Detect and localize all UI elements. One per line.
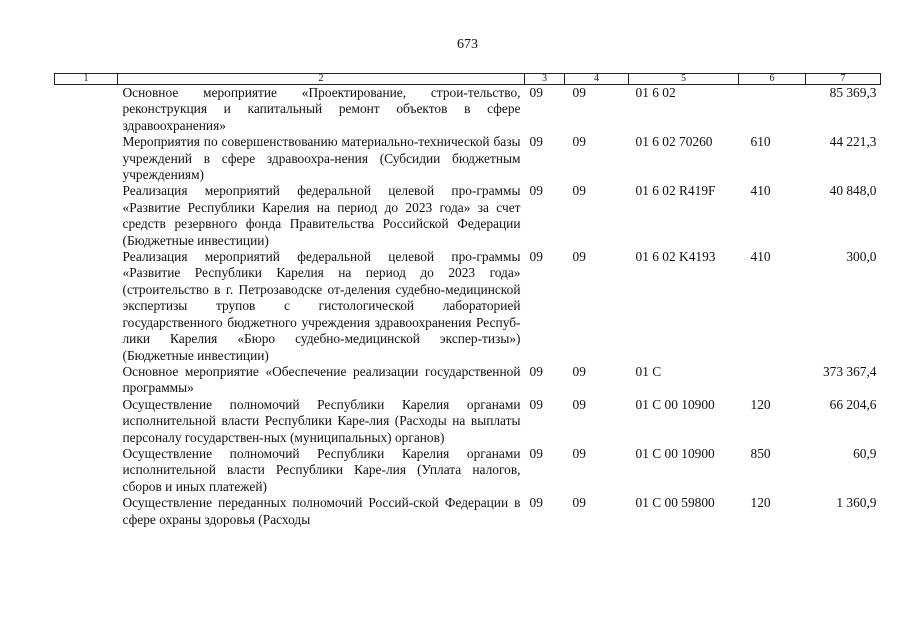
row-amount: 300,0 xyxy=(846,249,877,265)
row-expense-type xyxy=(739,364,806,397)
row-amount: 66 204,6 xyxy=(829,396,877,412)
row-name: Осуществление полномочий Республики Карелия органами исполнительной власти Республики Каре-лия (Уплата налогов, сборов и иных платежей) xyxy=(122,445,521,494)
header-col-1: 1 xyxy=(55,74,118,85)
row-name: Реализация мероприятий федеральной целевой про-граммы «Развитие Республики Карелия на период до 2023 года» (строительство в г. Петрозаводске от-деления судебно-медицинской экспертизы трупов с гистологической лабораторией государственного бюджетного учреждения здравоохранения Респуб-лики Карелия «Бюро судебно-медицинской экспер-тизы») (Бюджетные инвестиции) xyxy=(122,249,521,363)
row-amount: 40 848,0 xyxy=(829,183,877,199)
row-blank-cell xyxy=(55,446,118,495)
row-subsection: 09 xyxy=(572,495,586,511)
budget-table xyxy=(54,73,881,528)
row-name: Основное мероприятие «Обеспечение реализации государственной программы» xyxy=(122,363,521,396)
row-amount: 1 360,9 xyxy=(836,495,877,511)
header-col-4: 4 xyxy=(565,74,629,85)
row-section: 09 xyxy=(529,396,543,412)
row-amount: 85 369,3 xyxy=(829,85,877,100)
row-amount: 44 221,3 xyxy=(829,134,877,150)
row-section: 09 xyxy=(529,183,543,199)
row-blank-cell xyxy=(55,85,118,135)
row-subsection: 09 xyxy=(572,249,586,265)
table-row xyxy=(55,183,881,249)
row-section: 09 xyxy=(529,495,543,511)
row-blank-cell xyxy=(55,397,118,446)
header-col-7: 7 xyxy=(806,74,881,85)
row-target-code: 01 С 00 59800 xyxy=(635,495,715,511)
row-subsection: 09 xyxy=(572,363,586,379)
row-name: Осуществление полномочий Республики Карелия органами исполнительной власти Республики Каре-лия (Расходы на выплаты персоналу государствен-ных (муниципальных) органов) xyxy=(122,396,521,445)
row-target-code: 01 6 02 xyxy=(635,85,676,100)
row-amount: 60,9 xyxy=(853,445,877,461)
table-row xyxy=(55,446,881,495)
table-row xyxy=(55,134,881,183)
row-section: 09 xyxy=(529,85,543,100)
table-row xyxy=(55,85,881,135)
row-blank-cell xyxy=(55,495,118,528)
row-blank-cell xyxy=(55,183,118,249)
row-blank-cell xyxy=(55,249,118,364)
row-expense-type: 610 xyxy=(750,134,771,150)
row-expense-type: 120 xyxy=(750,495,771,511)
row-name: Осуществление переданных полномочий Россий-ской Федерации в сфере охраны здоровья (Расходы xyxy=(122,495,521,527)
row-name: Основное мероприятие «Проектирование, строи-тельство, реконструкция и капитальный ремонт объектов в сфере здравоохранения» xyxy=(122,85,521,133)
row-subsection: 09 xyxy=(572,445,586,461)
row-subsection: 09 xyxy=(572,396,586,412)
row-blank-cell xyxy=(55,364,118,397)
table-row xyxy=(55,249,881,364)
table-body xyxy=(55,85,881,528)
row-name: Реализация мероприятий федеральной целевой про-граммы «Развитие Республики Карелия на период до 2023 года» за счет средств резервного фонда Правительства Российской Федерации (Бюджетные инвестиции) xyxy=(122,183,521,248)
row-target-code: 01 С 00 10900 xyxy=(635,445,715,461)
table-row xyxy=(55,495,881,528)
header-col-5: 5 xyxy=(629,74,739,85)
header-row xyxy=(55,74,881,85)
row-subsection: 09 xyxy=(572,183,586,199)
row-section: 09 xyxy=(529,363,543,379)
row-target-code: 01 С 00 10900 xyxy=(635,396,715,412)
row-target-code: 01 6 02 70260 xyxy=(635,134,713,150)
row-expense-type xyxy=(739,85,806,135)
row-expense-type: 410 xyxy=(750,249,771,265)
page-number: 673 xyxy=(457,37,478,52)
table-row xyxy=(55,364,881,397)
header-col-2: 2 xyxy=(118,74,525,85)
header-col-3: 3 xyxy=(525,74,565,85)
row-section: 09 xyxy=(529,249,543,265)
header-col-6: 6 xyxy=(739,74,806,85)
table-row xyxy=(55,397,881,446)
row-blank-cell xyxy=(55,134,118,183)
row-subsection: 09 xyxy=(572,134,586,150)
table-header xyxy=(55,74,881,85)
row-subsection: 09 xyxy=(572,85,586,100)
row-expense-type: 410 xyxy=(750,183,771,199)
row-section: 09 xyxy=(529,445,543,461)
row-expense-type: 120 xyxy=(750,396,771,412)
row-amount: 373 367,4 xyxy=(822,363,877,379)
row-name: Мероприятия по совершенствованию материально-технической базы учреждений в сфере здравоохра-нения (Субсидии бюджетным учреждениям) xyxy=(122,134,521,183)
row-expense-type: 850 xyxy=(750,445,771,461)
row-section: 09 xyxy=(529,134,543,150)
row-target-code: 01 6 02 K4193 xyxy=(635,249,716,265)
row-target-code: 01 6 02 R419F xyxy=(635,183,716,199)
row-target-code: 01 С xyxy=(635,363,662,379)
